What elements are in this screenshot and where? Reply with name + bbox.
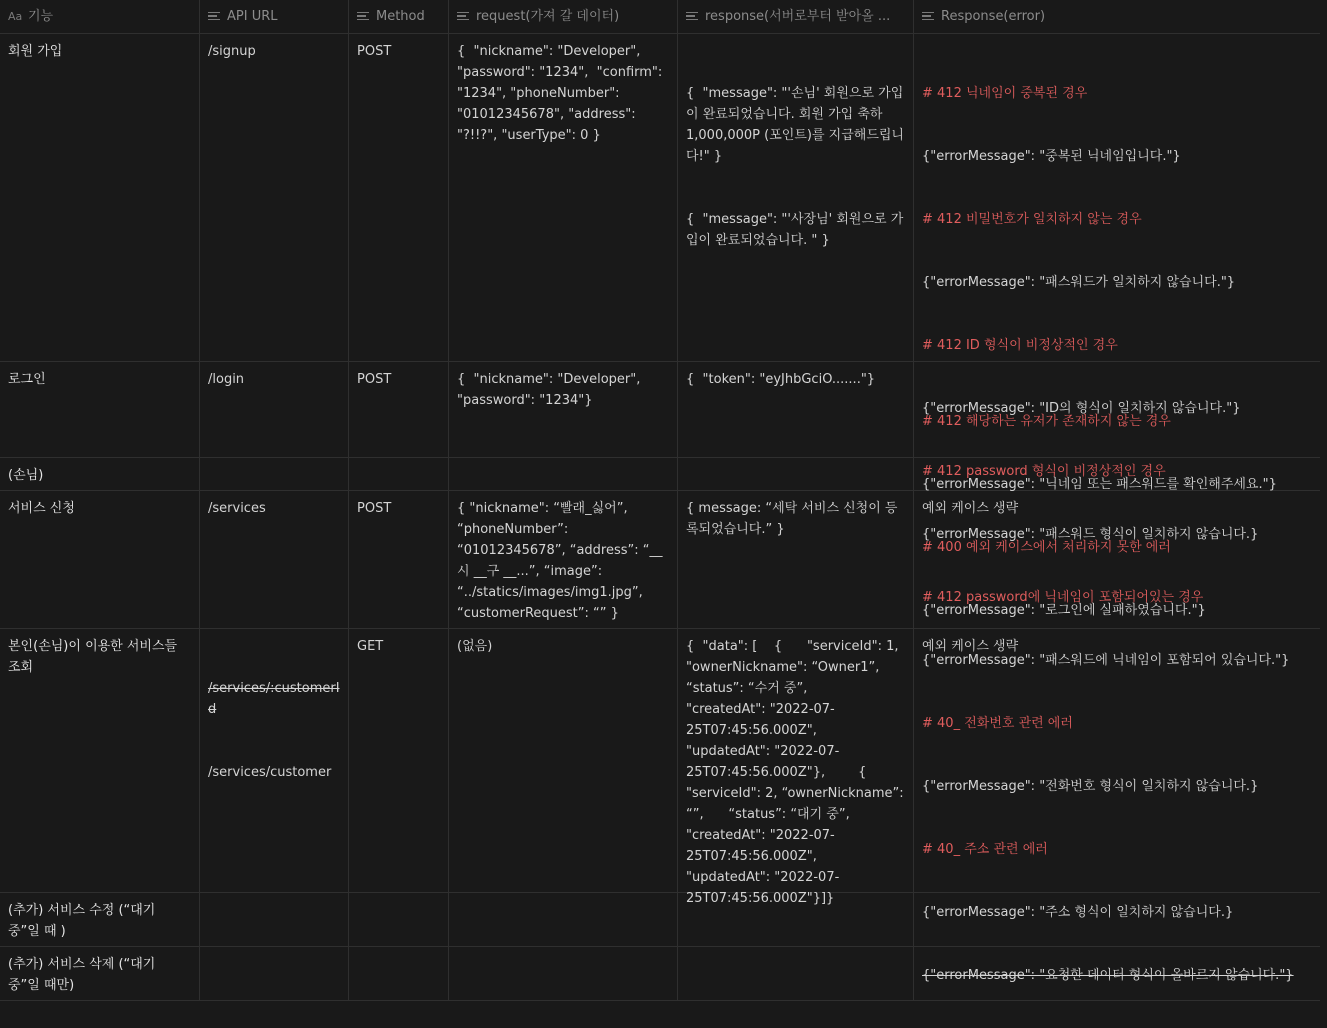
request-cell[interactable]: (없음) — [449, 629, 678, 892]
request-cell[interactable]: { "nickname": "Developer", "password": "1234", "confirm": "1234", "phoneNumber": "01012345678", "address": "?!!?", "userType": 0 } — [449, 34, 678, 361]
column-header-label: API URL — [227, 9, 278, 24]
request-cell[interactable] — [449, 458, 678, 490]
feature-cell[interactable]: (추가) 서비스 수정 (“대기 중”일 때 ) — [0, 893, 200, 946]
request-cell[interactable] — [449, 893, 678, 946]
table-row[interactable] — [0, 893, 1320, 947]
table-row[interactable] — [0, 947, 1320, 1001]
url-cell[interactable] — [200, 629, 349, 892]
error-comment: # 412 비밀번호가 일치하지 않는 경우 — [922, 212, 1142, 227]
response-cell[interactable] — [678, 458, 914, 490]
text-property-icon — [686, 12, 698, 22]
error-comment: # 412 ID 형식이 비정상적인 경우 — [922, 338, 1118, 353]
error-cell[interactable]: 예외 케이스 생략 — [922, 639, 1019, 654]
error-comment: # 412 password 형식이 비정상적인 경우 — [922, 464, 1166, 479]
feature-cell[interactable]: 회원 가입 — [0, 34, 200, 361]
method-cell[interactable]: POST — [349, 34, 449, 361]
column-header-method[interactable] — [349, 0, 449, 33]
url-cell[interactable]: /signup — [200, 34, 349, 361]
feature-cell[interactable]: (손님) — [0, 458, 200, 490]
column-header-label: response(서버로부터 받아올 ... — [705, 9, 891, 24]
method-cell[interactable]: GET — [349, 629, 449, 892]
error-body: {"errorMessage": "주소 형식이 일치하지 않습니다.} — [922, 905, 1234, 920]
response-cell[interactable] — [678, 893, 914, 946]
error-comment: # 40_ 전화번호 관련 에러 — [922, 716, 1073, 731]
response-cell[interactable]: { message: “세탁 서비스 신청이 등록되었습니다.” } — [678, 491, 914, 628]
error-body-strikethrough: {"errorMessage": "요청한 데이터 형식이 올바르지 않습니다."} — [922, 968, 1294, 983]
url-strikethrough: /services/:customerId — [208, 681, 340, 717]
error-comment: # 412 password에 닉네임이 포함되어있는 경우 — [922, 590, 1204, 605]
error-comment: # 412 해당하는 유저가 존재하지 않는 경우 — [922, 414, 1171, 429]
url-cell[interactable] — [200, 458, 349, 490]
request-cell[interactable] — [449, 947, 678, 1000]
table-row[interactable] — [0, 458, 1320, 491]
url-cell[interactable] — [200, 947, 349, 1000]
feature-cell[interactable]: 본인(손님)이 이용한 서비스들 조회 — [0, 629, 200, 892]
table-row[interactable] — [0, 491, 1320, 629]
table-row[interactable] — [0, 629, 1320, 906]
feature-cell[interactable]: 로그인 — [0, 362, 200, 457]
feature-cell[interactable]: 서비스 신청 — [0, 491, 200, 628]
error-cell[interactable] — [914, 458, 1320, 490]
response-text: { "message": "'손님' 회원으로 가입이 완료되었습니다. 회원 가입 축하 1,000,000P (포인트)를 지급해드립니다!" } — [686, 86, 904, 164]
error-body: {"errorMessage": "패스워드에 닉네임이 포함되어 있습니다."} — [922, 653, 1290, 668]
url-cell[interactable] — [200, 893, 349, 946]
text-property-icon — [208, 12, 220, 22]
error-cell[interactable] — [914, 947, 1320, 1000]
column-header-label: request(가져 갈 데이터) — [476, 9, 620, 24]
error-body: {"errorMessage": "중복된 닉네임입니다."} — [922, 149, 1181, 164]
url-cell[interactable]: /services — [200, 491, 349, 628]
column-header-api-url[interactable] — [200, 0, 349, 33]
text-property-icon — [457, 12, 469, 22]
method-cell[interactable]: POST — [349, 491, 449, 628]
error-body: {"errorMessage": "패스워드가 일치하지 않습니다."} — [922, 275, 1236, 290]
column-header-response-error[interactable] — [914, 0, 1320, 33]
text-property-icon — [922, 12, 934, 22]
column-header-response[interactable] — [678, 0, 914, 33]
response-cell[interactable]: { "token": "eyJhbGciO......."} — [678, 362, 914, 457]
response-cell[interactable] — [678, 947, 914, 1000]
request-cell[interactable]: { "nickname": "Developer", "password": "1234"} — [449, 362, 678, 457]
method-cell[interactable] — [349, 947, 449, 1000]
column-header-request[interactable] — [449, 0, 678, 33]
error-comment: # 40_ 주소 관련 에러 — [922, 842, 1048, 857]
method-cell[interactable] — [349, 458, 449, 490]
table-header — [0, 0, 1320, 34]
error-cell[interactable] — [914, 893, 1320, 946]
error-comment: # 400 예외 케이스에서 처리하지 못한 에러 — [922, 540, 1171, 555]
column-header-label: Method — [376, 9, 425, 24]
response-cell[interactable] — [678, 34, 914, 361]
url-cell[interactable]: /login — [200, 362, 349, 457]
error-body: {"errorMessage": "로그인에 실패하였습니다."} — [922, 603, 1206, 618]
url-text: /services/customer — [208, 765, 332, 780]
error-body: {"errorMessage": "ID의 형식이 일치하지 않습니다."} — [922, 401, 1241, 416]
text-property-icon — [357, 12, 369, 22]
error-body: {"errorMessage": "전화번호 형식이 일치하지 않습니다.} — [922, 779, 1259, 794]
error-body: {"errorMessage": "패스워드 형식이 일치하지 않습니다.} — [922, 527, 1259, 542]
request-cell[interactable]: { "nickname": “빨래_싫어”, “phoneNumber”: “01012345678”, “address”: “__시 __구 __...”, “image”: “../statics/images/img1.jpg”, “customerRequest”: “” } — [449, 491, 678, 628]
error-comment: # 412 닉네임이 중복된 경우 — [922, 86, 1088, 101]
column-header-label: Response(error) — [941, 9, 1046, 24]
title-property-icon: Aa — [8, 10, 23, 23]
column-header-feature[interactable] — [0, 0, 200, 33]
response-text: { "message": "'사장님' 회원으로 가입이 완료되었습니다. " } — [686, 212, 904, 248]
feature-cell[interactable]: (추가) 서비스 삭제 (“대기 중”일 때만) — [0, 947, 200, 1000]
response-cell[interactable]: { "data": [ { "serviceId": 1, "ownerNickname": “Owner1”, “status”: “수거 중”, "createdAt": "2022-07-25T07:45:56.000Z", "updatedAt": "2022-07-25T07:45:56.000Z"}, { "serviceId": 2, “ownerNickname”: “”, “status”: “대기 중”, "createdAt": "2022-07-25T07:45:56.000Z", "updatedAt": "2022-07-25T07:45:56.000Z"}]} — [678, 629, 914, 892]
column-header-label: 기능 — [28, 9, 54, 24]
error-cell[interactable]: 예외 케이스 생략 — [922, 501, 1019, 516]
method-cell[interactable] — [349, 893, 449, 946]
method-cell[interactable]: POST — [349, 362, 449, 457]
error-body: {"errorMessage": "닉네임 또는 패스워드를 확인해주세요."} — [922, 477, 1277, 492]
